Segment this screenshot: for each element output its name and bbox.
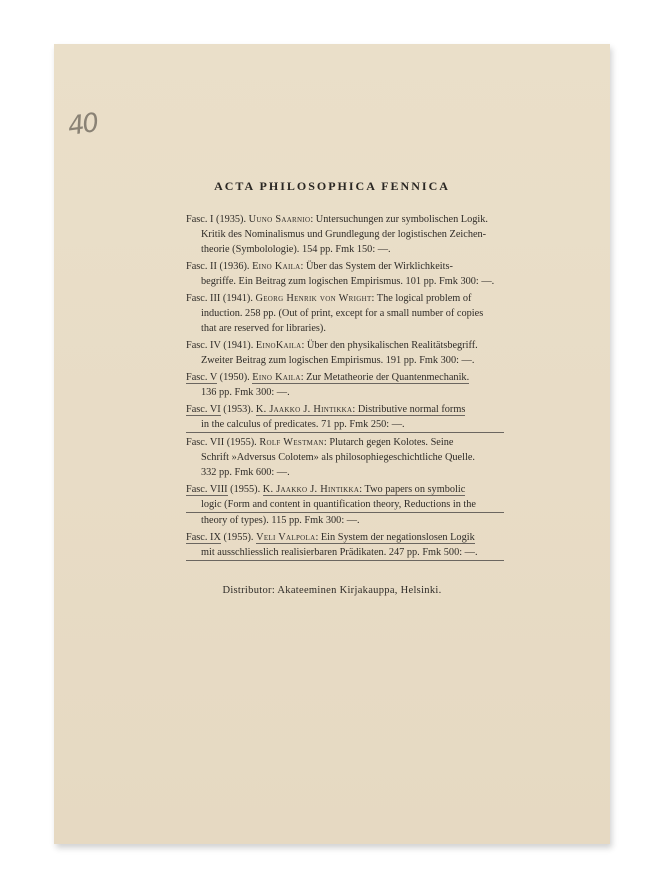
- distributor-line: Distributor: Akateeminen Kirjakauppa, Helsinki.: [222, 585, 442, 596]
- fascicle-entry: [186, 259, 504, 289]
- entry-continuation-line: begriffe. Ein Beitrag zum logischen Empirismus. 101 pp. Fmk 300: —.: [201, 276, 495, 287]
- entry-first-line: [186, 259, 504, 274]
- fascicle-year: (1936).: [216, 261, 253, 272]
- entry-first-line: [186, 212, 504, 227]
- fascicle-title-start: : Untersuchungen zur symbolischen Logik.: [310, 214, 488, 225]
- fascicle-title-start: : Über den physikalischen Realitätsbegriff.: [301, 340, 478, 351]
- fascicle-title-start: : The logical problem of: [371, 293, 472, 304]
- fascicle-number: Fasc. VI: [186, 404, 221, 415]
- fascicle-number: Fasc. III: [186, 293, 221, 304]
- fascicle-author: EinoKaila: [255, 340, 302, 351]
- entry-continuation-line: induction. 258 pp. (Out of print, except for a small number of copies: [201, 308, 484, 319]
- entry-first-line: [186, 370, 504, 385]
- entry-continuation-line: logic (Form and content in quantification theory, Reductions in the: [186, 497, 504, 513]
- series-title: ACTA PHILOSOPHICA FENNICA: [214, 179, 450, 193]
- fascicle-year: (1955).: [220, 532, 257, 543]
- entry-continuation-line: Kritik des Nominalismus und Grundlegung der logistischen Zeichen-: [201, 229, 487, 240]
- fascicle-entry: [186, 402, 504, 433]
- fascicle-number: Fasc. IV: [186, 340, 221, 351]
- entry-first-line: [186, 338, 504, 353]
- fascicle-number: Fasc. IX: [186, 532, 221, 543]
- fascicle-number: Fasc. II: [186, 261, 217, 272]
- fascicle-author: Georg Henrik von Wright: [255, 293, 372, 304]
- fascicle-author: Eino Kaila: [252, 261, 301, 272]
- entry-continuation-line: theorie (Symbolologie). 154 pp. Fmk 150: —.: [201, 244, 391, 255]
- fascicle-year: (1950).: [217, 372, 253, 383]
- fascicle-author: K. Jaakko J. Hintikka: [262, 484, 360, 495]
- fascicle-number: Fasc. VIII: [186, 484, 228, 495]
- fascicle-number: Fasc. I: [186, 214, 214, 225]
- fascicle-title-start: : Distributive normal forms: [352, 404, 466, 415]
- fascicle-title-start: : Two papers on symbolic: [359, 484, 466, 495]
- entry-continuation-line: 136 pp. Fmk 300: —.: [201, 387, 290, 398]
- fascicle-author: Rolf Westman: [259, 437, 324, 448]
- fascicle-author: K. Jaakko J. Hintikka: [255, 404, 353, 415]
- fascicle-year: (1935).: [213, 214, 249, 225]
- fascicle-author: Eino Kaila: [252, 372, 301, 383]
- fascicle-year: (1941).: [220, 293, 256, 304]
- fascicle-entry: [186, 291, 504, 336]
- entry-first-line: [186, 402, 504, 417]
- entry-continuation-line: theory of types). 115 pp. Fmk 300: —.: [201, 515, 360, 526]
- entry-continuation-line: Schrift »Adversus Colotem» als philosophiegeschichtliche Quelle.: [201, 452, 475, 463]
- entry-first-line: [186, 291, 504, 306]
- entry-first-line: [186, 482, 504, 497]
- fascicle-author: Uuno Saarnio: [248, 214, 311, 225]
- fascicle-author: Veli Valpola: [256, 532, 316, 543]
- entry-first-line: [186, 530, 504, 545]
- fascicle-entry: [186, 338, 504, 368]
- fascicle-entry: [186, 530, 504, 561]
- entry-continuation-line: in the calculus of predicates. 71 pp. Fmk 250: —.: [186, 417, 504, 433]
- fascicle-entry: [186, 370, 504, 400]
- fascicle-entry: [186, 212, 504, 257]
- entry-continuation-line: 332 pp. Fmk 600: —.: [201, 467, 290, 478]
- entry-first-line: [186, 435, 504, 450]
- fascicle-entry: [186, 482, 504, 528]
- fascicle-number: Fasc. VII: [186, 437, 225, 448]
- fascicle-entry: [186, 435, 504, 480]
- fascicle-title-start: : Zur Metatheorie der Quantenmechanik.: [300, 372, 470, 383]
- entry-continuation-line: that are reserved for libraries).: [201, 323, 326, 334]
- fascicle-title-start: : Über das System der Wirklichkeits-: [300, 261, 453, 272]
- fascicle-year: (1955).: [227, 484, 263, 495]
- document-page: [54, 44, 610, 844]
- fascicle-year: (1941).: [220, 340, 256, 351]
- entry-continuation-line: Zweiter Beitrag zum logischen Empirismus. 191 pp. Fmk 300: —.: [201, 355, 475, 366]
- fascicle-year: (1953).: [220, 404, 256, 415]
- fascicle-title-start: : Ein System der negationslosen Logik: [315, 532, 475, 543]
- fascicle-list: [186, 212, 504, 563]
- fascicle-title-start: : Plutarch gegen Kolotes. Seine: [323, 437, 454, 448]
- entry-continuation-line: mit ausschliesslich realisierbaren Prädikaten. 247 pp. Fmk 500: —.: [186, 545, 504, 561]
- handwritten-annotation: 40: [66, 108, 100, 142]
- fascicle-number: Fasc. V: [186, 372, 218, 383]
- fascicle-year: (1955).: [224, 437, 260, 448]
